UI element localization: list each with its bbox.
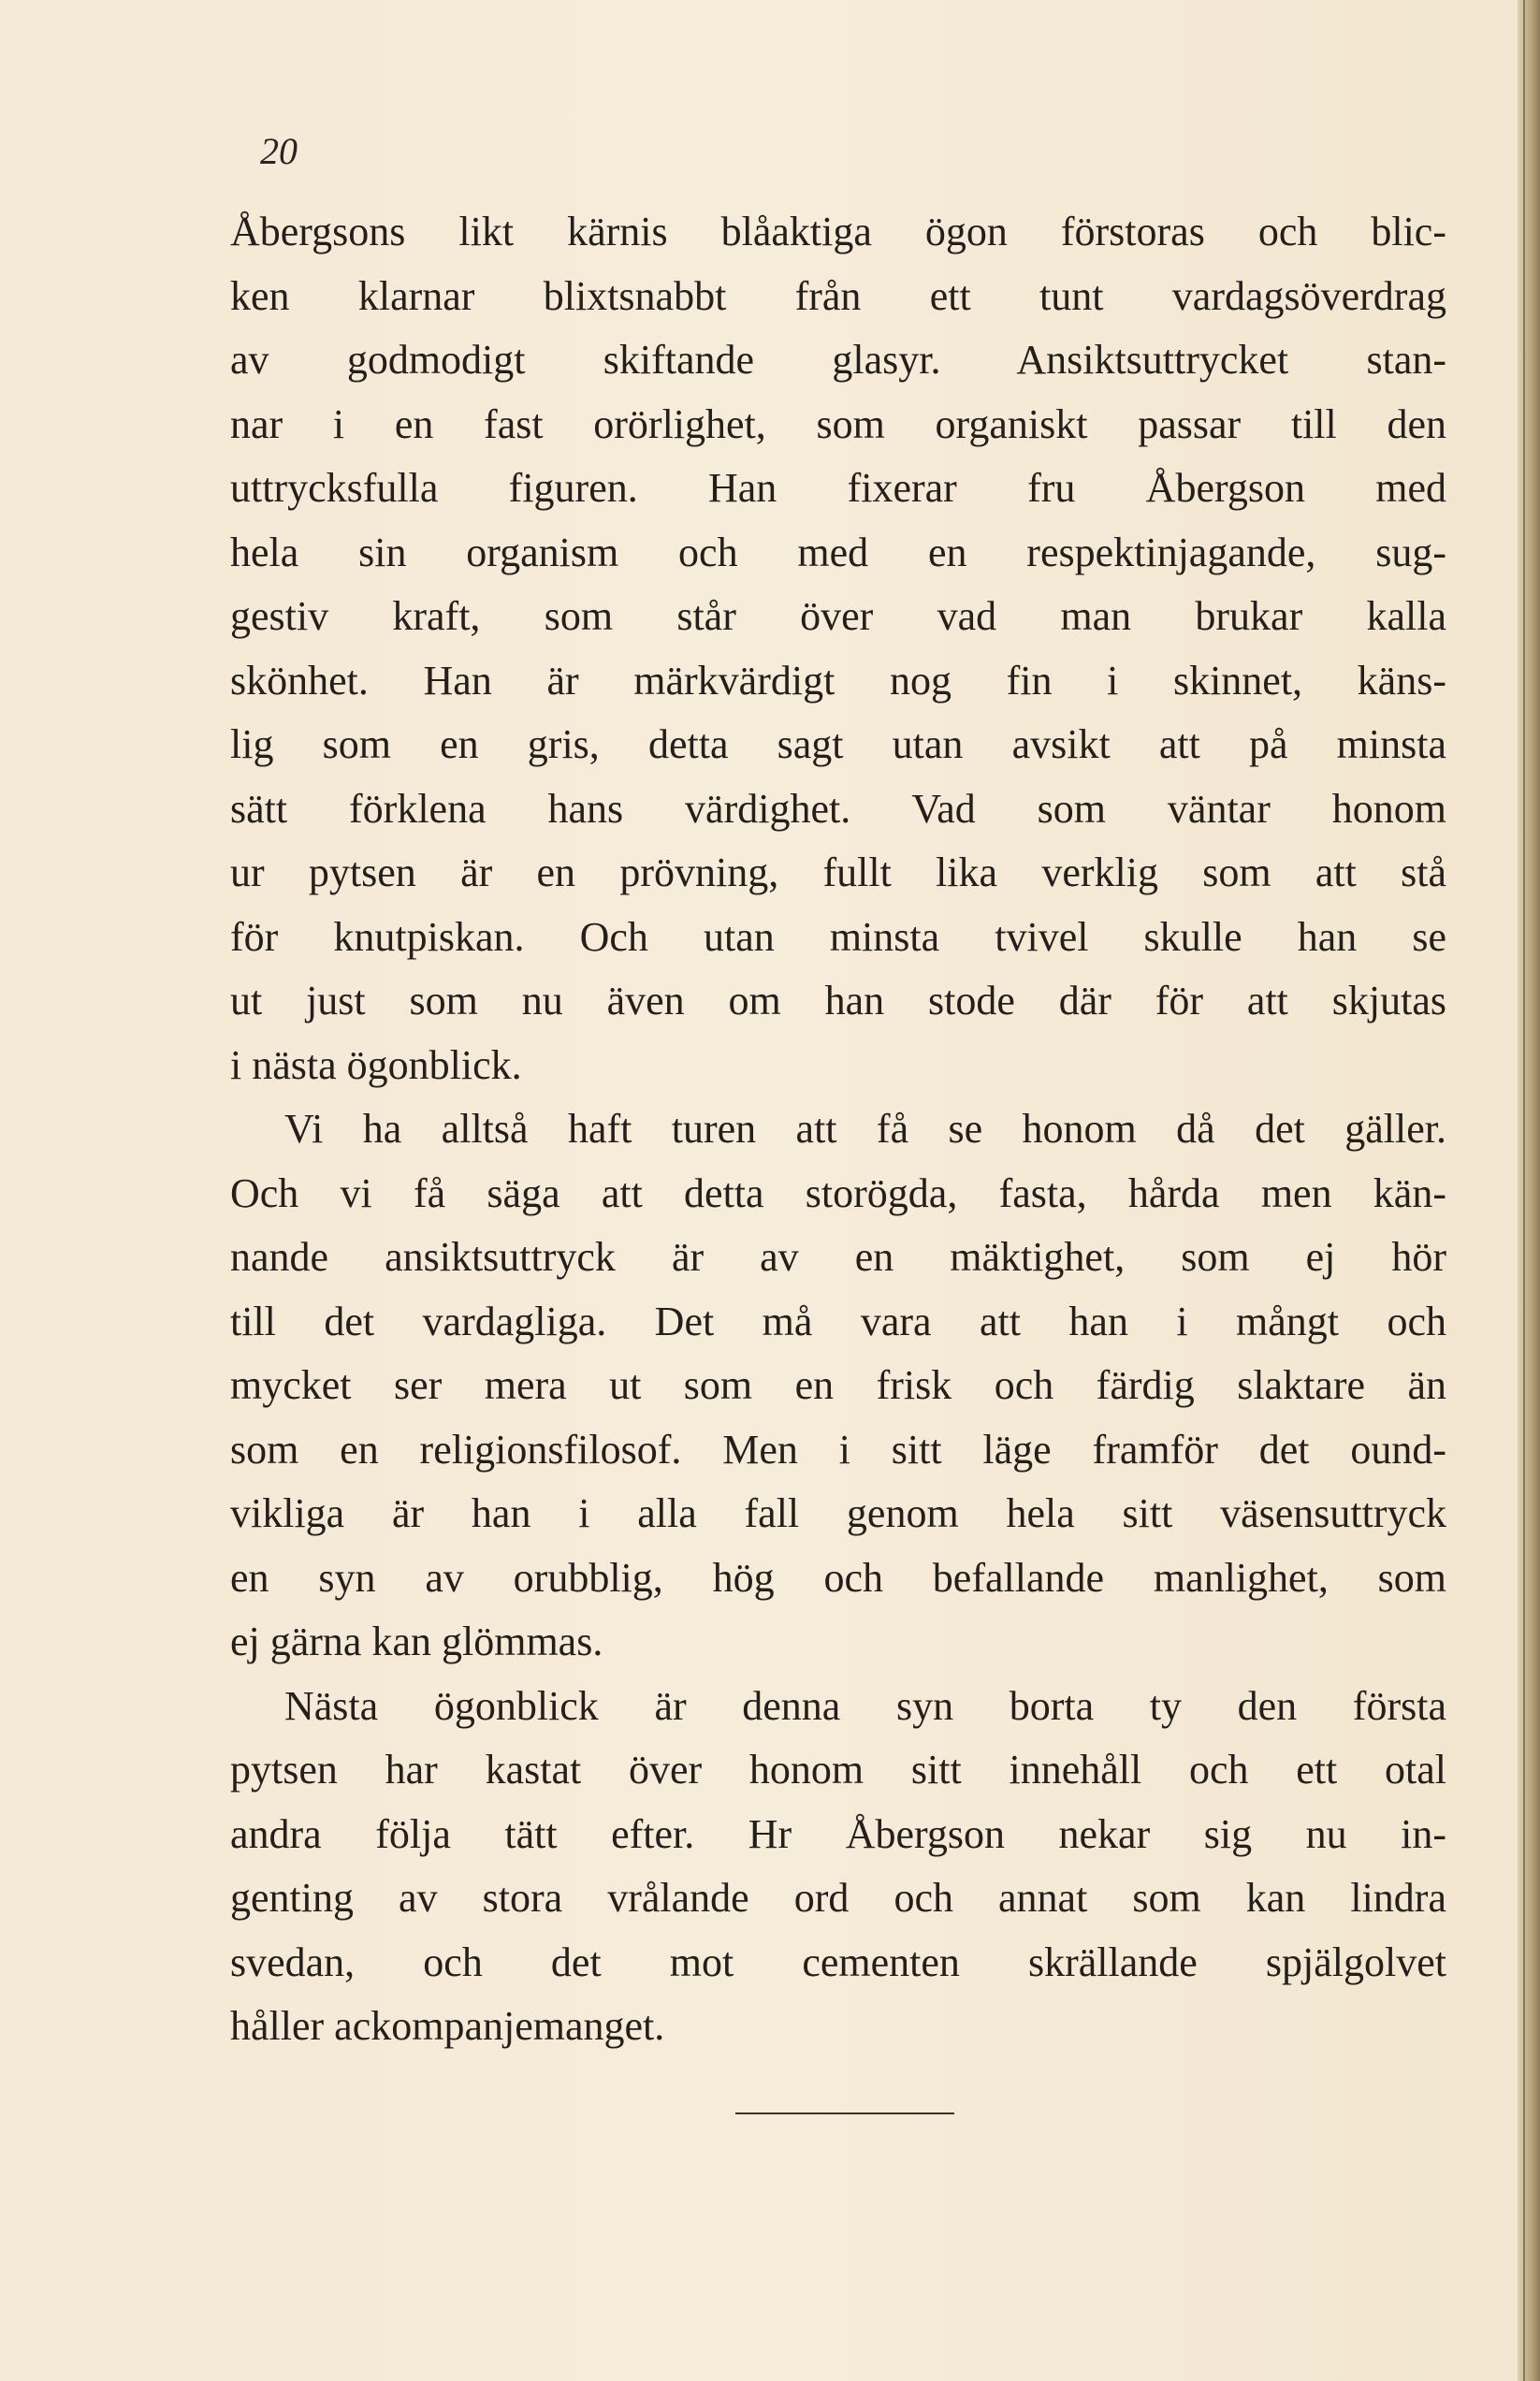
text-line: till det vardagliga. Det må vara att han i mångt och bbox=[230, 1298, 1446, 1344]
page-edge bbox=[1518, 0, 1540, 2381]
text-line: en syn av orubblig, hög och befallande manlighet, som bbox=[230, 1554, 1446, 1601]
text-line: andra följa tätt efter. Hr Åbergson nekar sig nu in- bbox=[230, 1810, 1446, 1857]
text-line: ken klarnar blixtsnabbt från ett tunt vardagsöverdrag bbox=[230, 272, 1446, 319]
section-divider bbox=[735, 2112, 954, 2114]
text-line: Nästa ögonblick är denna syn borta ty den första bbox=[284, 1682, 1446, 1729]
text-line: genting av stora vrålande ord och annat som kan lindra bbox=[230, 1875, 1446, 1921]
text-line: nar i en fast orörlighet, som organiskt passar till den bbox=[230, 400, 1446, 447]
text-line: svedan, och det mot cementen skrällande spjälgolvet bbox=[230, 1938, 1446, 1985]
text-line: ut just som nu även om han stode där för att skjutas bbox=[230, 978, 1446, 1024]
text-line: vikliga är han i alla fall genom hela sitt väsensuttryck bbox=[230, 1490, 1446, 1536]
text-line: för knutpiskan. Och utan minsta tvivel skulle han se bbox=[230, 913, 1446, 960]
body-text bbox=[230, 200, 1446, 2059]
page-number: 20 bbox=[260, 130, 298, 172]
text-line: i nästa ögonblick. bbox=[230, 1041, 522, 1088]
page-edge-line bbox=[1523, 0, 1525, 2381]
text-line: sätt förklena hans värdighet. Vad som väntar honom bbox=[230, 785, 1446, 832]
text-line: lig som en gris, detta sagt utan avsikt att på minsta bbox=[230, 721, 1446, 767]
text-line: som en religionsfilosof. Men i sitt läge framför det ound- bbox=[230, 1426, 1446, 1473]
text-line: Åbergsons likt kärnis blåaktiga ögon förstoras och blic- bbox=[230, 209, 1446, 254]
text-line: nande ansiktsuttryck är av en mäktighet, som ej hör bbox=[230, 1234, 1446, 1280]
text-line: Vi ha alltså haft turen att få se honom då det gäller. bbox=[284, 1106, 1446, 1152]
text-line: mycket ser mera ut som en frisk och färdig slaktare än bbox=[230, 1362, 1446, 1408]
text-line: Och vi få säga att detta storögda, fasta, hårda men kän- bbox=[230, 1169, 1446, 1216]
text-line: uttrycksfulla figuren. Han fixerar fru Åbergson med bbox=[230, 465, 1446, 511]
text-line: hela sin organism och med en respektinjagande, sug- bbox=[230, 529, 1446, 575]
text-line: pytsen har kastat över honom sitt innehåll och ett otal bbox=[230, 1747, 1446, 1793]
text-line: gestiv kraft, som står över vad man brukar kalla bbox=[230, 593, 1446, 639]
text-line: håller ackompanjemanget. bbox=[230, 2003, 665, 2049]
text-line: skönhet. Han är märkvärdigt nog fin i skinnet, käns- bbox=[230, 657, 1446, 704]
text-line: ur pytsen är en prövning, fullt lika verklig som att stå bbox=[230, 849, 1446, 895]
text-line: ej gärna kan glömmas. bbox=[230, 1619, 603, 1664]
text-line: av godmodigt skiftande glasyr. Ansiktsuttrycket stan- bbox=[230, 337, 1446, 383]
